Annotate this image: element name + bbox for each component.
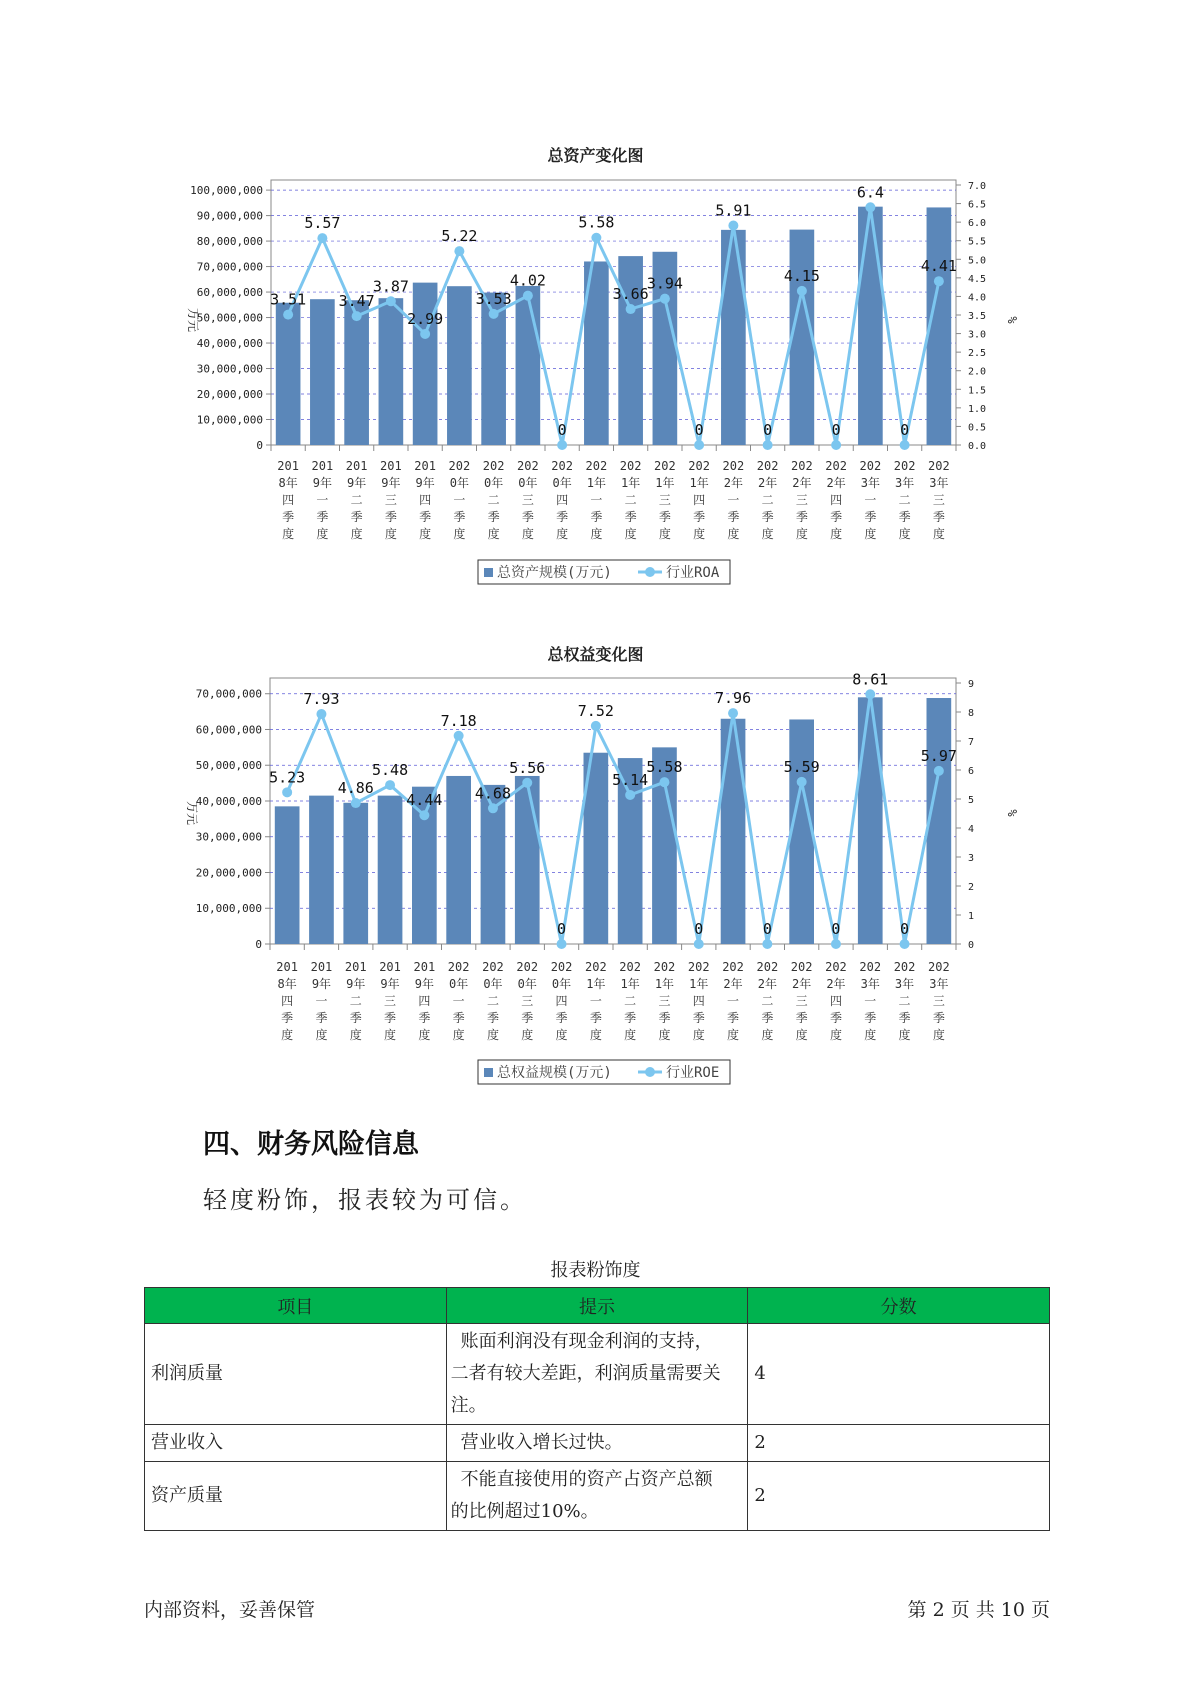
data-label: 0 — [694, 920, 704, 938]
line-point — [934, 276, 944, 286]
x-tick-label: 202 1年一季度 — [585, 459, 608, 541]
section-text: 轻度粉饰，报表较为可信。 — [203, 1186, 527, 1214]
x-tick-label: 202 2年三季度 — [791, 459, 813, 541]
y2-axis-label: % — [1005, 316, 1019, 324]
data-label: 5.58 — [578, 213, 615, 232]
data-label: 0 — [900, 920, 910, 938]
bar — [379, 298, 404, 445]
y-tick-label: 20,000,000 — [195, 866, 262, 880]
x-tick-label: 202 0年三季度 — [516, 960, 539, 1042]
line-point — [660, 294, 670, 304]
y-tick-label: 30,000,000 — [195, 830, 262, 844]
legend-line-label: 行业ROA — [666, 565, 720, 581]
x-tick-label: 201 9年二季度 — [345, 459, 368, 541]
y-tick-label: 20,000,000 — [196, 388, 263, 402]
y-tick-label: 10,000,000 — [195, 902, 262, 916]
y-tick-label: 50,000,000 — [195, 759, 262, 773]
bar — [309, 796, 334, 944]
legend-line-marker — [645, 567, 655, 577]
footer-left: 内部资料，妥善保管 — [144, 1599, 316, 1621]
x-tick-label: 202 1年二季度 — [619, 960, 641, 1042]
x-tick-label: 202 0年四季度 — [550, 960, 573, 1042]
x-tick-label: 202 3年一季度 — [859, 960, 882, 1042]
assets-chart-title: 总资产变化图 — [547, 146, 644, 165]
footer-right: 第 2 页 共 10 页 — [907, 1599, 1050, 1621]
x-tick-label: 201 8年四季度 — [277, 459, 299, 541]
line-point — [489, 309, 499, 319]
y-tick-label: 100,000,000 — [190, 184, 263, 198]
y2-tick-label: 4.0 — [968, 292, 987, 304]
line-point — [865, 202, 875, 212]
x-tick-label: 202 3年三季度 — [928, 459, 950, 541]
legend-bar-swatch — [484, 568, 493, 577]
y2-tick-label: 2.5 — [968, 348, 987, 360]
table-row — [145, 1324, 1050, 1425]
line-point — [420, 329, 430, 339]
hint-line: 不能直接使用的资产占资产总额 — [460, 1469, 713, 1490]
x-tick-label: 202 3年三季度 — [928, 960, 950, 1042]
hint-line: 注。 — [450, 1395, 487, 1416]
y2-tick-label: 0.5 — [968, 422, 987, 434]
x-tick-label: 201 9年三季度 — [379, 960, 401, 1042]
data-label: 8.61 — [852, 670, 889, 689]
legend-line-label: 行业ROE — [666, 1065, 720, 1081]
x-tick-label: 201 9年四季度 — [413, 960, 436, 1042]
bar — [516, 286, 541, 445]
data-label: 5.59 — [783, 757, 820, 776]
data-label: 0 — [762, 920, 772, 938]
y-tick-label: 60,000,000 — [195, 723, 262, 737]
y2-tick-label: 6 — [968, 766, 975, 777]
y-tick-label: 0 — [255, 938, 262, 951]
y2-tick-label: 4.5 — [968, 273, 987, 285]
x-tick-label: 202 0年二季度 — [482, 459, 505, 541]
score-cell: 2 — [748, 1462, 1050, 1531]
line-point — [522, 778, 532, 788]
x-tick-label: 202 2年二季度 — [756, 960, 779, 1042]
data-label: 2.99 — [407, 309, 444, 328]
bar — [790, 230, 815, 445]
line-point — [900, 440, 910, 450]
data-label: 5.48 — [371, 761, 409, 780]
x-tick-label: 202 1年三季度 — [653, 960, 676, 1042]
x-tick-label: 201 8年四季度 — [276, 960, 298, 1042]
line-point — [557, 939, 567, 949]
bar — [276, 303, 301, 445]
line-point — [351, 798, 361, 808]
y-tick-label: 60,000,000 — [196, 286, 263, 300]
x-tick-label: 202 0年一季度 — [447, 960, 470, 1042]
line-point — [763, 440, 773, 450]
bar — [344, 300, 369, 445]
data-label: 0 — [557, 421, 567, 439]
line-point — [488, 803, 498, 813]
bar — [343, 803, 368, 944]
assets-chart — [0, 0, 1191, 600]
line-point — [316, 709, 326, 719]
line-point — [386, 296, 396, 306]
line-point — [659, 777, 669, 787]
bar — [310, 299, 335, 445]
data-label: 3.47 — [338, 292, 375, 311]
x-tick-label: 202 2年三季度 — [790, 960, 813, 1042]
line-point — [831, 440, 841, 450]
table-header-cell: 提示 — [446, 1288, 748, 1324]
data-label: 4.44 — [406, 791, 443, 810]
x-tick-label: 202 0年一季度 — [448, 459, 471, 541]
y2-tick-label: 5.0 — [968, 255, 987, 267]
table-header-cell: 项目 — [145, 1288, 447, 1324]
line-point — [557, 440, 567, 450]
x-tick-label: 202 0年三季度 — [517, 459, 539, 541]
bar — [858, 207, 883, 445]
line-point — [454, 731, 464, 741]
hint-line: 营业收入增长过快。 — [460, 1432, 623, 1453]
data-label: 4.02 — [509, 271, 546, 290]
line-point — [831, 939, 841, 949]
data-label: 0 — [831, 920, 841, 938]
legend-bar-label: 总资产规模(万元) — [497, 565, 612, 581]
x-tick-label: 202 1年四季度 — [688, 459, 710, 541]
bar — [446, 776, 471, 944]
table-header-row — [145, 1288, 1050, 1324]
line-point — [523, 291, 533, 301]
y-tick-label: 70,000,000 — [195, 687, 262, 701]
bar — [789, 719, 814, 944]
line-point — [591, 233, 601, 243]
line-point — [282, 787, 292, 797]
line-point — [694, 939, 704, 949]
x-tick-label: 202 0年二季度 — [482, 960, 504, 1042]
x-tick-label: 201 9年三季度 — [380, 459, 402, 541]
y2-tick-label: 5.5 — [968, 236, 987, 248]
y2-tick-label: 0.0 — [968, 441, 987, 452]
item-cell: 营业收入 — [145, 1425, 447, 1462]
y-tick-label: 40,000,000 — [195, 794, 262, 808]
legend-bar-swatch — [484, 1068, 493, 1077]
data-label: 5.22 — [441, 227, 478, 246]
line-point — [625, 790, 635, 800]
y2-tick-label: 3.0 — [968, 329, 987, 341]
data-label: 3.53 — [475, 289, 512, 308]
bar — [721, 719, 746, 944]
y2-tick-label: 1 — [968, 911, 975, 922]
data-label: 4.41 — [920, 257, 957, 276]
hint-cell — [446, 1462, 748, 1531]
y2-axis-label: % — [1005, 809, 1019, 817]
y-tick-label: 90,000,000 — [196, 209, 263, 223]
y-axis-label: 万元 — [185, 800, 199, 826]
y-tick-label: 30,000,000 — [196, 362, 263, 376]
data-label: 5.14 — [612, 770, 649, 789]
legend-bar-label: 总权益规模(万元) — [497, 1065, 612, 1081]
data-label: 5.91 — [715, 201, 752, 220]
y2-tick-label: 9 — [968, 679, 975, 690]
x-tick-label: 202 1年一季度 — [585, 960, 607, 1042]
line-point — [865, 689, 875, 699]
data-label: 7.93 — [303, 690, 340, 709]
x-tick-label: 202 3年一季度 — [859, 459, 882, 541]
x-tick-label: 202 2年四季度 — [825, 960, 847, 1042]
x-tick-label: 202 2年四季度 — [825, 459, 847, 541]
y2-tick-label: 6.0 — [968, 218, 987, 230]
y2-tick-label: 4 — [968, 824, 975, 835]
bar — [721, 230, 746, 445]
y-axis-label: 万元 — [186, 307, 200, 333]
y2-tick-label: 7 — [968, 737, 975, 748]
data-label: 7.52 — [577, 701, 614, 720]
line-point — [762, 939, 772, 949]
x-tick-label: 202 1年三季度 — [654, 459, 676, 541]
legend — [478, 1060, 730, 1084]
y2-tick-label: 0 — [968, 940, 975, 951]
line-point — [900, 939, 910, 949]
hint-line: 账面利润没有现金利润的支持， — [460, 1331, 713, 1352]
section-heading: 四、财务风险信息 — [203, 1129, 419, 1160]
line-point — [797, 286, 807, 296]
x-tick-label: 202 2年一季度 — [722, 960, 744, 1042]
x-tick-label: 202 3年二季度 — [893, 459, 916, 541]
table-row — [145, 1425, 1050, 1462]
y2-tick-label: 8 — [968, 708, 975, 719]
x-tick-label: 201 9年一季度 — [311, 459, 334, 541]
bar — [378, 796, 403, 944]
risk-table — [144, 1287, 1050, 1531]
y-tick-label: 0 — [256, 439, 263, 452]
line-point — [317, 233, 327, 243]
data-label: 0 — [763, 421, 773, 439]
data-label: 0 — [694, 421, 704, 439]
item-cell: 资产质量 — [145, 1462, 447, 1531]
x-tick-label: 202 1年二季度 — [619, 459, 642, 541]
data-label: 7.96 — [714, 689, 752, 708]
bar — [515, 776, 540, 944]
y-tick-label: 80,000,000 — [196, 235, 263, 249]
data-label: 5.23 — [269, 768, 306, 787]
score-cell: 2 — [748, 1425, 1050, 1462]
x-tick-label: 202 2年一季度 — [722, 459, 745, 541]
table-caption: 报表粉饰度 — [550, 1260, 641, 1281]
item-cell: 利润质量 — [145, 1324, 447, 1425]
data-label: 5.56 — [509, 758, 546, 777]
data-label: 4.68 — [474, 784, 512, 803]
line-point — [934, 766, 944, 776]
bar — [858, 697, 883, 944]
line-point — [419, 810, 429, 820]
score-cell: 4 — [748, 1324, 1050, 1425]
x-tick-label: 201 9年一季度 — [310, 960, 333, 1042]
y2-tick-label: 1.0 — [968, 403, 987, 415]
equity-chart-title: 总权益变化图 — [547, 645, 644, 664]
legend-line-marker — [645, 1067, 655, 1077]
data-label: 0 — [831, 421, 841, 439]
y-tick-label: 70,000,000 — [196, 260, 263, 274]
line-point — [797, 777, 807, 787]
x-tick-label: 202 3年二季度 — [893, 960, 916, 1042]
data-label: 5.97 — [920, 746, 957, 765]
y2-tick-label: 3.5 — [968, 311, 987, 322]
line-point — [591, 721, 601, 731]
bar — [413, 283, 438, 445]
y-tick-label: 40,000,000 — [196, 337, 263, 351]
bar — [275, 806, 300, 944]
x-tick-label: 202 0年四季度 — [551, 459, 573, 541]
x-tick-label: 201 9年四季度 — [414, 459, 436, 541]
data-label: 5.58 — [646, 758, 683, 777]
line-point — [385, 780, 395, 790]
data-label: 3.87 — [372, 277, 409, 296]
y2-tick-label: 6.5 — [968, 199, 987, 211]
hint-line: 二者有较大差距，利润质量需要关 — [450, 1363, 721, 1384]
y-tick-label: 10,000,000 — [196, 413, 263, 427]
line-point — [352, 311, 362, 321]
y2-tick-label: 5 — [968, 795, 975, 806]
line-point — [626, 304, 636, 314]
line-point — [694, 440, 704, 450]
y-tick-label: 50,000,000 — [196, 311, 263, 325]
line-point — [454, 246, 464, 256]
x-tick-label: 202 2年二季度 — [756, 459, 779, 541]
y2-tick-label: 2 — [968, 882, 975, 893]
data-label: 6.4 — [856, 183, 884, 202]
y2-tick-label: 2.0 — [968, 366, 987, 378]
bar — [447, 286, 472, 445]
x-tick-label: 202 1年四季度 — [687, 960, 710, 1042]
line-point — [728, 708, 738, 718]
data-label: 0 — [557, 920, 567, 938]
data-label: 0 — [900, 421, 910, 439]
data-label: 3.94 — [646, 274, 683, 293]
hint-line: 的比例超过10%。 — [450, 1501, 599, 1522]
bar — [652, 747, 677, 944]
y2-tick-label: 3 — [968, 853, 975, 864]
y2-tick-label: 7.0 — [968, 181, 987, 192]
data-label: 7.18 — [440, 711, 477, 730]
x-tick-label: 201 9年二季度 — [344, 960, 367, 1042]
data-label: 4.86 — [337, 779, 374, 798]
data-label: 5.57 — [304, 214, 341, 233]
equity-chart — [0, 580, 1191, 1100]
hint-cell — [446, 1425, 748, 1462]
data-label: 4.15 — [783, 266, 820, 285]
table-row — [145, 1462, 1050, 1531]
data-label: 3.51 — [270, 290, 307, 309]
line-point — [283, 310, 293, 320]
line-point — [728, 220, 738, 230]
table-header-cell: 分数 — [748, 1288, 1050, 1324]
y2-tick-label: 1.5 — [968, 385, 987, 397]
hint-cell — [446, 1324, 748, 1425]
data-label: 3.66 — [612, 285, 649, 304]
